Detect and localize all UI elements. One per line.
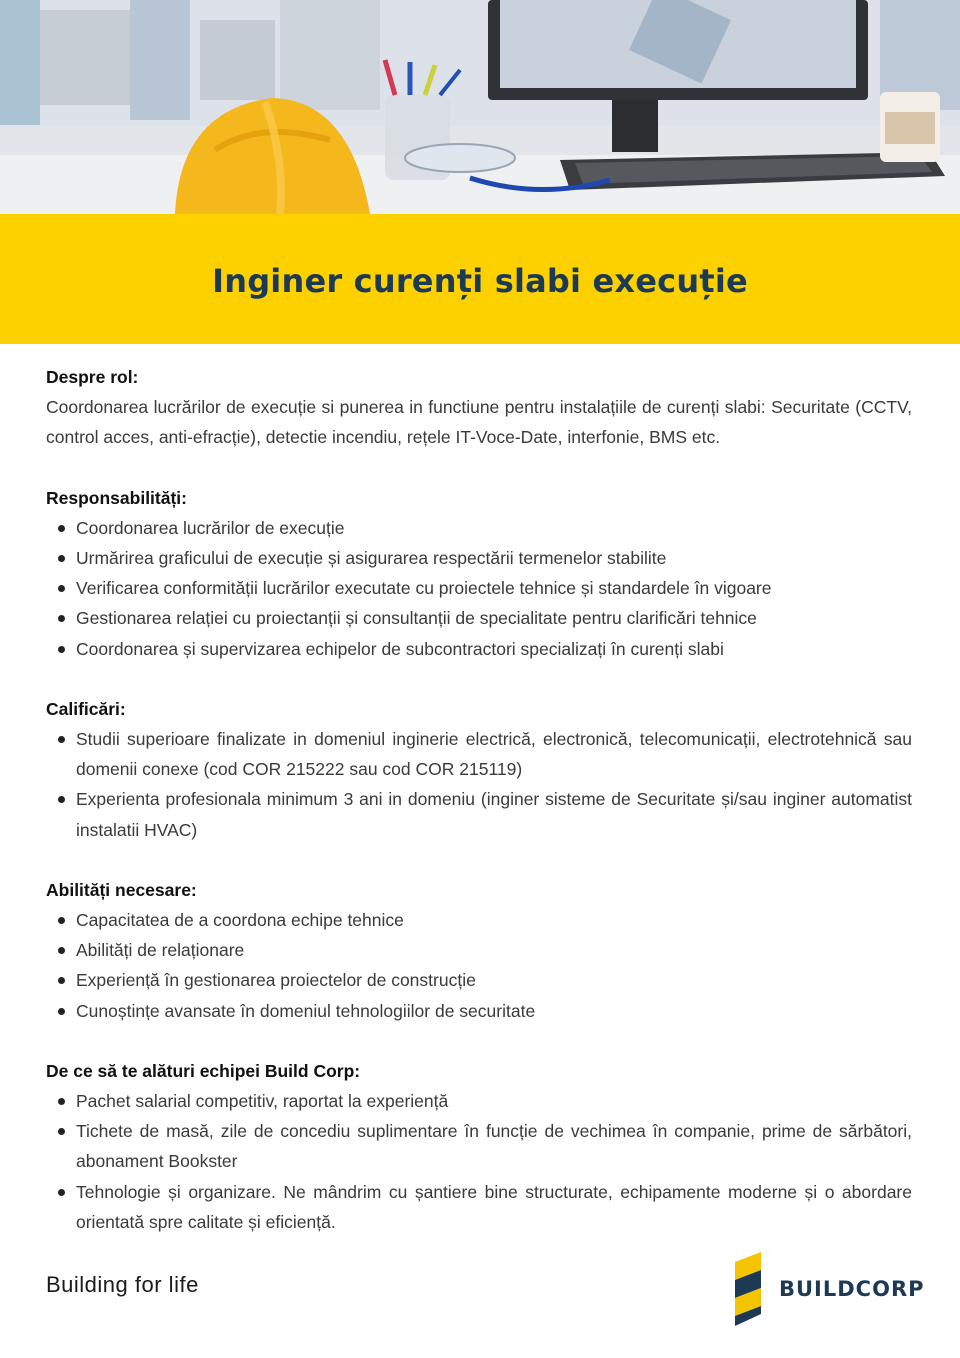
section-benefits [46,1056,912,1237]
buildcorp-logo-icon [735,1252,767,1326]
list-item: Urmărirea graficului de execuție și asigurarea respectării termenelor stabilite [46,543,912,573]
list-item: Cunoștințe avansate în domeniul tehnologiilor de securitate [46,996,912,1026]
office-desk-illustration [0,0,960,214]
section-heading: De ce să te alături echipei Build Corp: [46,1060,361,1081]
section-qualifications [46,694,912,845]
list-item: Tichete de masă, zile de concediu suplimentare în funcție de vechimea în companie, prime de sărbători, abonament Bookster [46,1116,912,1176]
job-description [46,362,912,1267]
section-heading: Despre rol: [46,367,139,387]
list-item: Coordonarea lucrărilor de execuție [46,513,912,543]
section-heading: Abilități necesare: [46,879,197,900]
role-description: Coordonarea lucrărilor de execuție si punerea in functiune pentru instalațiile de curenți slabi: Securitate (CCTV, control acces, anti-efracție), detectie incendiu, rețele IT-Voce-Date, interfonie, BMS etc. [46,397,912,448]
list-item: Experiență în gestionarea proiectelor de construcție [46,965,912,995]
job-title: Inginer curenți slabi execuție [212,262,748,300]
hero-image [0,0,960,214]
buildcorp-logo [735,1252,925,1326]
list-item: Capacitatea de a coordona echipe tehnice [46,905,912,935]
section-heading: Responsabilități: [46,487,187,508]
list-item: Gestionarea relației cu proiectanții și consultanții de specialitate pentru clarificări tehnice [46,603,912,633]
list-item: Tehnologie și organizare. Ne mândrim cu șantiere bine structurate, echipamente moderne și o abordare orientată spre calitate și eficiență. [46,1177,912,1237]
section-responsibilities [46,483,912,664]
list-item: Pachet salarial competitiv, raportat la experiență [46,1086,912,1116]
section-heading: Calificări: [46,698,126,719]
skills-list [46,905,912,1026]
benefits-list [46,1086,912,1237]
qualifications-list [46,724,912,845]
tagline: Building for life [46,1272,199,1297]
list-item: Verificarea conformității lucrărilor executate cu proiectele tehnice și standardele în vigoare [46,573,912,603]
list-item: Studii superioare finalizate in domeniul inginerie electrică, electronică, telecomunicații, electrotehnică sau domenii conexe (cod COR 215222 sau cod COR 215119) [46,724,912,784]
list-item: Coordonarea și supervizarea echipelor de subcontractori specializați în curenți slabi [46,634,912,664]
logo-wordmark: BUILDCORP [779,1277,925,1301]
responsibilities-list [46,513,912,664]
title-banner [0,214,960,344]
section-skills [46,875,912,1026]
list-item: Abilități de relaționare [46,935,912,965]
section-role [46,362,912,453]
list-item: Experienta profesionala minimum 3 ani in domeniu (inginer sisteme de Securitate și/sau inginer automatist instalatii HVAC) [46,784,912,844]
